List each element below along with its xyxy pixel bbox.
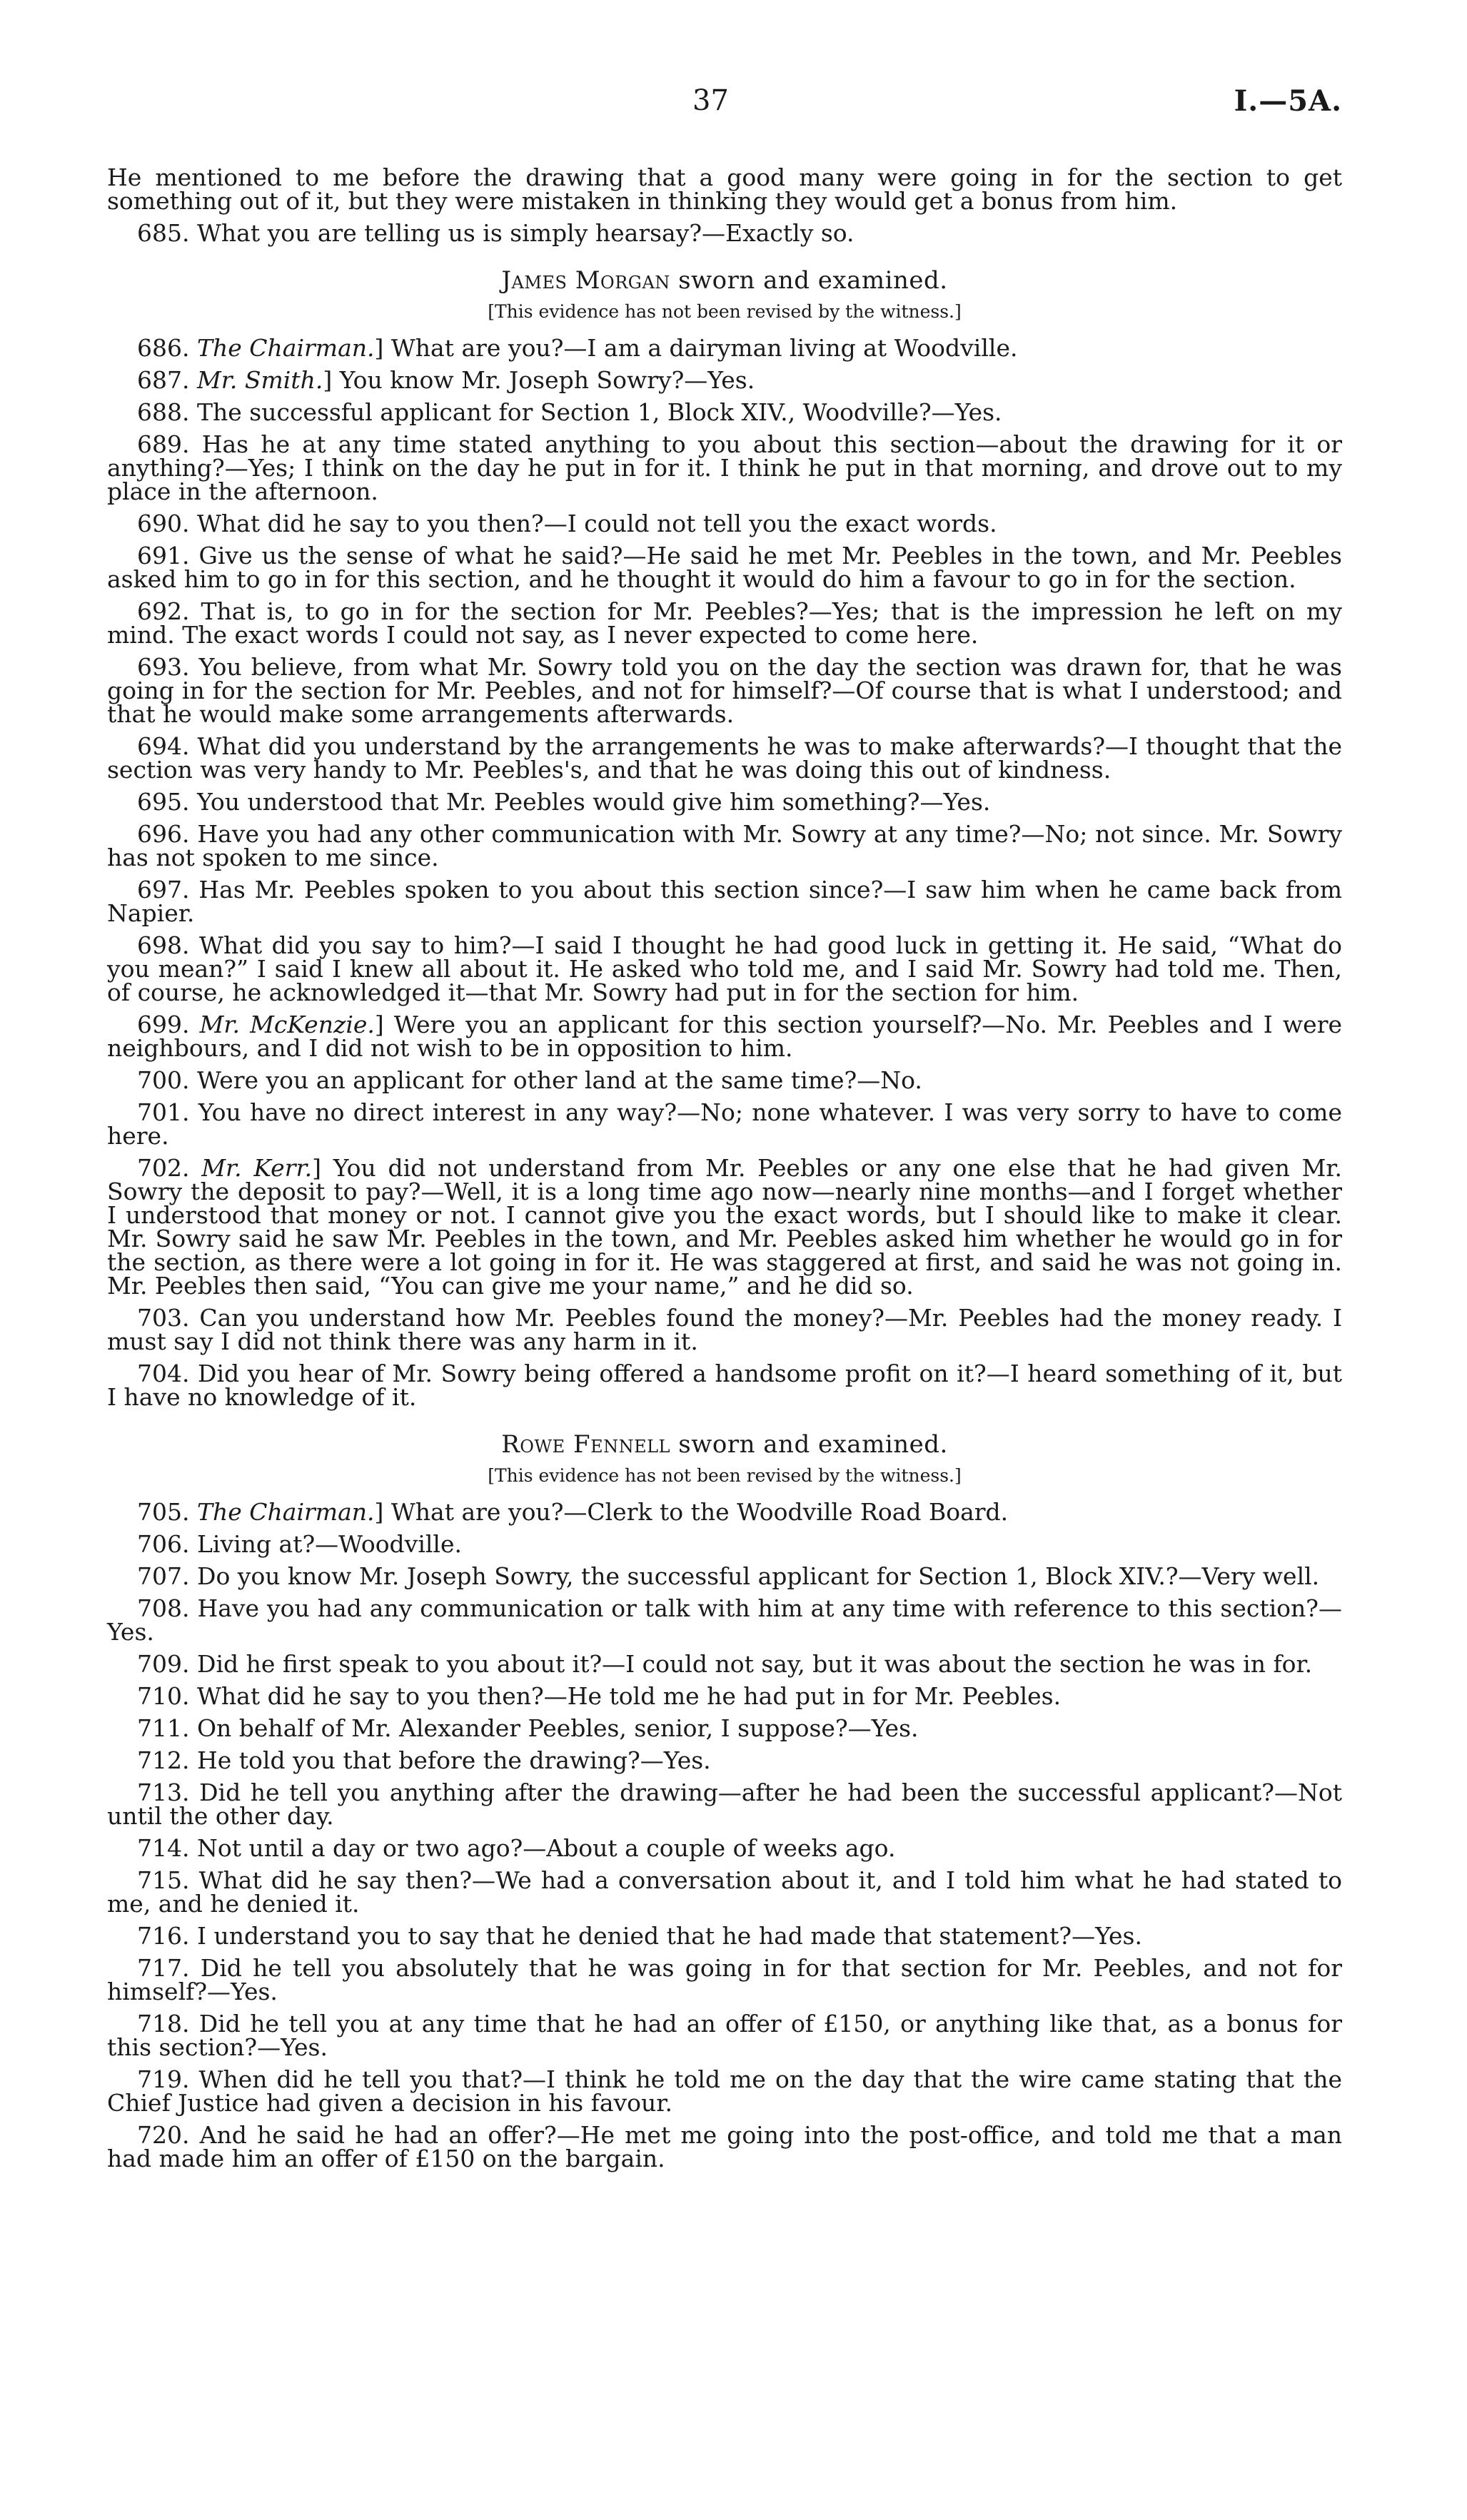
qa-text: Has Mr. Peebles spoken to you about this section since?—I saw him when he came back from Napier. bbox=[107, 876, 1342, 927]
qa-text: Not until a day or two ago?—About a couple of weeks ago. bbox=[196, 1834, 896, 1862]
qa-paragraph: 685. What you are telling us is simply hearsay?—Exactly so. bbox=[137, 219, 855, 247]
witness-heading bbox=[107, 266, 1342, 295]
witness-heading-suffix: sworn and examined. bbox=[670, 1430, 948, 1459]
speaker: Mr. Kerr. bbox=[201, 1154, 313, 1182]
revision-note: [This evidence has not been revised by the witness.] bbox=[488, 1465, 962, 1486]
speaker: Mr. Smith. bbox=[196, 366, 323, 394]
question-number: 690. bbox=[137, 510, 190, 537]
qa-text: You did not understand from Mr. Peebles or any one else that he had given Mr. Sowry the deposit to pay?—Well, it is a long time ago now—nearly nine months—and I forget whether I understood that money or not. I cannot give you the exact words, but I should like to make it clear. Mr. Sowry said he saw Mr. Peebles in the town, and Mr. Peebles asked him whether he would go in for the section, as there were a lot going in for it. He was staggered at first, and said he was not going in. Mr. Peebles then said, “You can give me your name,” and he did so. bbox=[107, 1154, 1342, 1300]
question-number: 701. bbox=[137, 1098, 190, 1126]
question-number: 706. bbox=[137, 1530, 190, 1558]
document-reference: I.—5A. bbox=[1234, 84, 1342, 118]
question-number: 705. bbox=[137, 1498, 190, 1526]
speaker: The Chairman. bbox=[196, 334, 375, 362]
qa-paragraph bbox=[107, 732, 1342, 784]
question-number: 693. bbox=[137, 653, 190, 681]
question-number: 719. bbox=[137, 2065, 190, 2093]
qa-paragraph bbox=[107, 933, 1342, 1004]
qa-text: You understood that Mr. Peebles would give him something?—Yes. bbox=[196, 788, 991, 816]
question-number: 712. bbox=[137, 1746, 190, 1774]
speaker: The Chairman. bbox=[196, 1498, 375, 1526]
qa-paragraph bbox=[107, 822, 1342, 869]
witness-heading bbox=[107, 1430, 1342, 1459]
qa-text: What did he say to you then?—He told me he had put in for Mr. Peebles. bbox=[196, 1682, 1062, 1710]
question-number: 718. bbox=[137, 2010, 190, 2038]
qa-paragraph bbox=[107, 1652, 1342, 1676]
witness-heading-suffix: sworn and examined. bbox=[670, 266, 948, 295]
witness-section bbox=[107, 266, 1343, 1411]
qa-text: Can you understand how Mr. Peebles found the money?—Mr. Peebles had the money ready. I must say I did not think there was any harm in it. bbox=[107, 1304, 1342, 1355]
page-number: 37 bbox=[692, 84, 729, 117]
speaker: Mr. McKenzie. bbox=[199, 1011, 375, 1038]
qa-paragraph bbox=[107, 1596, 1342, 1644]
qa-paragraph bbox=[107, 1956, 1342, 2003]
qa-paragraph bbox=[107, 1532, 1342, 1556]
qa-text: That is, to go in for the section for Mr. Peebles?—Yes; that is the impression he left on my mind. The exact words I could not say, as I never expected to come here. bbox=[107, 597, 1342, 649]
qa-paragraph bbox=[107, 544, 1342, 591]
question-number: 698. bbox=[137, 931, 190, 959]
question-number: 696. bbox=[137, 820, 190, 848]
question-number: 692. bbox=[137, 597, 190, 625]
qa-paragraph: 699. Mr. McKenzie.] Were you an applicant for this section yourself?—No. Mr. Peebles and I were neighbours, and I did not wish to be in opposition to him. bbox=[107, 1011, 1342, 1062]
question-number: 688. bbox=[137, 398, 190, 426]
qa-text: Have you had any other communication with Mr. Sowry at any time?—No; not since. Mr. Sowry has not spoken to me since. bbox=[107, 820, 1342, 871]
qa-paragraph bbox=[107, 655, 1342, 726]
question-number: 704. bbox=[137, 1360, 190, 1387]
qa-text: You have no direct interest in any way?—No; none whatever. I was very sorry to have to come here. bbox=[107, 1098, 1343, 1150]
question-number: 695. bbox=[137, 788, 190, 816]
question-number: 707. bbox=[137, 1562, 190, 1590]
qa-text: What did you say to him?—I said I thought he had good luck in getting it. He said, “What do you mean?” I said I knew all about it. He asked who told me, and I said Mr. Sowry had told me. Then, of course, he acknowledged it—that Mr. Sowry had put in for the section for him. bbox=[107, 931, 1342, 1006]
qa-paragraph bbox=[107, 1564, 1342, 1588]
question-number: 702. bbox=[137, 1154, 190, 1182]
qa-paragraph bbox=[107, 1684, 1342, 1708]
qa-text: Were you an applicant for other land at the same time?—No. bbox=[196, 1066, 922, 1094]
qa-paragraph bbox=[107, 2012, 1342, 2059]
qa-text: What did he say then?—We had a conversation about it, and I told him what he had stated to me, and he denied it. bbox=[107, 1866, 1342, 1918]
qa-text: Give us the sense of what he said?—He said he met Mr. Peebles in the town, and Mr. Peebles asked him to go in for this section, and he thought it would do him a favour to go in for the section. bbox=[107, 542, 1342, 593]
qa-text: Has he at any time stated anything to you about this section—about the drawing for it or anything?—Yes; I think on the day he put in for it. I think he put in that morning, and drove out to my place in the afternoon. bbox=[107, 430, 1342, 505]
qa-text: Did he tell you at any time that he had an offer of £150, or anything like that, as a bonus for this section?—Yes. bbox=[107, 2010, 1343, 2061]
witness-name: Rowe Fennell bbox=[501, 1430, 670, 1459]
qa-text: The successful applicant for Section 1, Block XIV., Woodville?—Yes. bbox=[196, 398, 1002, 426]
qa-text: On behalf of Mr. Alexander Peebles, senior, I suppose?—Yes. bbox=[196, 1714, 919, 1742]
qa-list bbox=[107, 1500, 1342, 2170]
qa-text: Did he first speak to you about it?—I could not say, but it was about the section he was in for. bbox=[196, 1650, 1313, 1678]
qa-text: When did he tell you that?—I think he told me on the day that the wire came stating that the Chief Justice had given a decision in his favour. bbox=[107, 2065, 1342, 2117]
qa-paragraph bbox=[107, 1362, 1342, 1409]
question-number: 703. bbox=[137, 1304, 190, 1332]
qa-paragraph bbox=[107, 878, 1342, 925]
qa-text: You know Mr. Joseph Sowry?—Yes. bbox=[339, 366, 755, 394]
question-number: 711. bbox=[137, 1714, 190, 1742]
qa-paragraph bbox=[107, 432, 1342, 503]
qa-paragraph bbox=[107, 1778, 1342, 1830]
qa-text: What did he say to you then?—I could not tell you the exact words. bbox=[196, 510, 997, 537]
question-number: 694. bbox=[137, 732, 190, 760]
qa-text: What are you?—I am a dairyman living at Woodville. bbox=[390, 334, 1018, 362]
qa-text: Did he tell you anything after the drawing—after he had been the successful applicant?—Not until the other day. bbox=[107, 1778, 1342, 1830]
qa-paragraph bbox=[107, 1716, 1342, 1740]
qa-text: Were you an applicant for this section yourself?—No. Mr. Peebles and I were neighbours, and I did not wish to be in opposition to him. bbox=[107, 1011, 1342, 1062]
qa-list bbox=[107, 336, 1342, 1409]
question-number: 686. bbox=[137, 334, 190, 362]
question-number: 691. bbox=[137, 542, 190, 570]
question-number: 720. bbox=[137, 2121, 190, 2149]
qa-text: Living at?—Woodville. bbox=[196, 1530, 463, 1558]
qa-text: You believe, from what Mr. Sowry told you on the day the section was drawn for, that he was going in for the section for Mr. Peebles, and not for himself?—Of course that is what I understood; and that he would make some arrangements afterwards. bbox=[107, 653, 1342, 728]
intro-paragraph: He mentioned to me before the drawing that a good many were going in for the section to get something out of it, but they were mistaken in thinking they would get a bonus from him. bbox=[107, 163, 1342, 215]
page-header bbox=[128, 84, 1342, 134]
qa-text: What did you understand by the arrangements he was to make afterwards?—I thought that the section was very handy to Mr. Peebles's, and that he was doing this out of kindness. bbox=[107, 732, 1342, 784]
qa-paragraph: 702. Mr. Kerr.] You did not understand from Mr. Peebles or any one else that he had given Mr. Sowry the deposit to pay?—Well, it is a long time ago now—nearly nine months—and I forget whether I understood that money or not. I cannot give you the exact words, but I should like to make it clear. Mr. Sowry said he saw Mr. Peebles in the town, and Mr. Peebles asked him whether he would go in for the section, as there were a lot going in for it. He was staggered at first, and said he was not going in. Mr. Peebles then said, “You can give me your name,” and he did so. bbox=[107, 1154, 1342, 1300]
qa-text: Do you know Mr. Joseph Sowry, the successful applicant for Section 1, Block XIV.?—Very well. bbox=[196, 1562, 1320, 1590]
qa-paragraph: 686. The Chairman.] What are you?—I am a dairyman living at Woodville. bbox=[137, 334, 1018, 362]
question-number: 714. bbox=[137, 1834, 190, 1862]
qa-paragraph bbox=[107, 1746, 1342, 1774]
qa-paragraph bbox=[107, 2123, 1342, 2170]
qa-paragraph bbox=[107, 1068, 1342, 1092]
qa-text: Did you hear of Mr. Sowry being offered a handsome profit on it?—I heard something of it, but I have no knowledge of it. bbox=[107, 1360, 1342, 1411]
question-number: 710. bbox=[137, 1682, 190, 1710]
qa-paragraph bbox=[107, 1100, 1342, 1148]
qa-paragraph bbox=[107, 2065, 1342, 2117]
question-number: 700. bbox=[137, 1066, 190, 1094]
question-number: 717. bbox=[137, 1954, 190, 1982]
question-number: 689. bbox=[137, 430, 190, 458]
question-number: 708. bbox=[137, 1594, 190, 1622]
qa-paragraph bbox=[107, 1868, 1342, 1916]
qa-paragraph bbox=[107, 1924, 1342, 1948]
qa-paragraph bbox=[107, 512, 1342, 535]
qa-text: Have you had any communication or talk with him at any time with reference to this section?—Yes. bbox=[107, 1594, 1342, 1646]
qa-paragraph: 687. Mr. Smith.] You know Mr. Joseph Sowry?—Yes. bbox=[137, 366, 755, 394]
question-number: 709. bbox=[137, 1650, 190, 1678]
qa-paragraph bbox=[107, 599, 1342, 647]
qa-paragraph bbox=[107, 1306, 1342, 1353]
question-number: 687. bbox=[137, 366, 190, 394]
qa-paragraph bbox=[107, 790, 1342, 814]
qa-paragraph bbox=[107, 1836, 1342, 1860]
document-body bbox=[107, 163, 1343, 2179]
witness-name: James Morgan bbox=[501, 266, 670, 295]
qa-text: What are you?—Clerk to the Woodville Road Board. bbox=[390, 1498, 1009, 1526]
qa-text: And he said he had an offer?—He met me going into the post-office, and told me that a man had made him an offer of £150 on the bargain. bbox=[107, 2121, 1342, 2172]
witness-section bbox=[107, 1430, 1343, 2172]
question-number: 713. bbox=[137, 1778, 190, 1806]
question-number: 699. bbox=[137, 1011, 190, 1038]
revision-note: [This evidence has not been revised by the witness.] bbox=[488, 301, 962, 322]
question-number: 716. bbox=[137, 1922, 190, 1950]
question-number: 697. bbox=[137, 876, 190, 904]
question-number: 715. bbox=[137, 1866, 190, 1894]
qa-paragraph bbox=[107, 400, 1342, 424]
qa-text: I understand you to say that he denied that he had made that statement?—Yes. bbox=[196, 1922, 1142, 1950]
qa-text: Did he tell you absolutely that he was going in for that section for Mr. Peebles, and not for himself?—Yes. bbox=[107, 1954, 1342, 2005]
qa-paragraph: 705. The Chairman.] What are you?—Clerk to the Woodville Road Board. bbox=[137, 1498, 1009, 1526]
qa-text: He told you that before the drawing?—Yes. bbox=[196, 1746, 711, 1774]
